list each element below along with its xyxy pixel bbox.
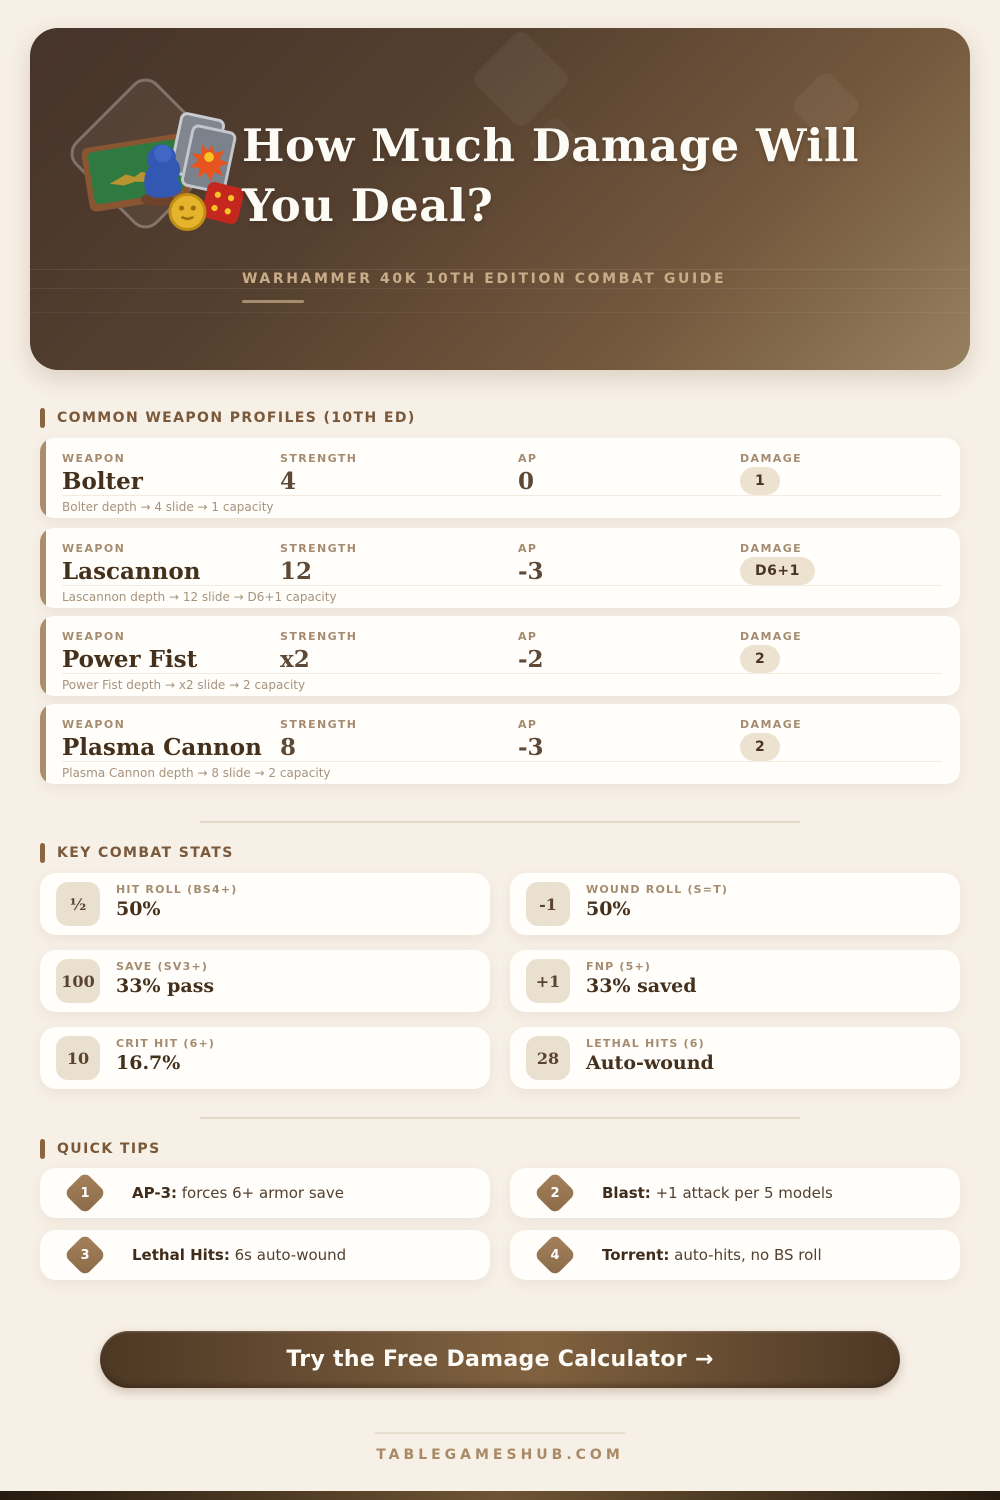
page-title-line2: You Deal? [242,179,494,232]
weapon-strength: 12 [280,558,313,585]
weapon-ap: 0 [518,468,535,495]
damage-badge: 2 [740,733,780,761]
damage-badge: 1 [740,467,780,495]
stat-label: LETHAL HITS (6) [586,1037,705,1050]
tip-number: 2 [550,1185,560,1201]
stat-value: 50% [586,898,631,920]
page-title-line1: How Much Damage Will [242,119,859,172]
stat-badge: ½ [56,882,100,926]
stat-badge: +1 [526,959,570,1003]
card-accent-bar [40,528,46,608]
decor-line [30,312,970,313]
tip-number: 3 [80,1247,90,1263]
weapon-card-plasma-cannon [40,704,960,784]
weapon-ap: -3 [518,734,544,761]
stat-card-hit-roll [40,873,490,935]
stat-label: CRIT HIT (6+) [116,1037,216,1050]
col-label-weapon: WEAPON [62,542,126,555]
stat-badge: 10 [56,1036,100,1080]
weapon-ap: -2 [518,646,544,673]
section-accent-bar [40,843,45,863]
section-accent-bar [40,1139,45,1159]
stat-value: 50% [116,898,161,920]
section-accent-bar [40,408,45,428]
hero-banner [30,28,970,370]
stat-badge: 100 [56,959,100,1003]
weapon-strength: 8 [280,734,297,761]
col-label-weapon: WEAPON [62,630,126,643]
weapons-section-header [40,408,416,428]
weapon-card-bolter [40,438,960,518]
stats-section-title: KEY COMBAT STATS [57,845,234,861]
card-accent-bar [40,438,46,518]
damage-badge: D6+1 [740,557,815,585]
stat-label: FNP (5+) [586,960,652,973]
col-label-ap: AP [518,542,538,555]
weapon-note: Lascannon depth → 12 slide → D6+1 capacity [62,585,942,608]
stat-value: Auto-wound [586,1052,714,1074]
decor-line [30,269,970,270]
weapons-section-title: COMMON WEAPON PROFILES (10TH ED) [57,410,416,426]
stat-value: 16.7% [116,1052,181,1074]
stats-section-header [40,843,234,863]
stat-card-wound-roll [510,873,960,935]
weapon-note: Plasma Cannon depth → 8 slide → 2 capacity [62,761,942,784]
tip-term: AP-3: [132,1184,177,1202]
col-label-ap: AP [518,452,538,465]
weapon-card-lascannon [40,528,960,608]
col-label-damage: DAMAGE [740,630,803,643]
col-label-damage: DAMAGE [740,718,803,731]
bottom-accent-bar [0,1491,1000,1500]
footer-site-name: TABLEGAMESHUB.COM [376,1447,624,1463]
weapon-name: Plasma Cannon [62,734,262,761]
weapon-strength: x2 [280,646,310,673]
stat-label: WOUND ROLL (S=T) [586,883,729,896]
weapon-name: Power Fist [62,646,198,673]
col-label-weapon: WEAPON [62,718,126,731]
card-accent-bar [40,704,46,784]
subtitle-underline [242,300,304,303]
col-label-ap: AP [518,718,538,731]
page-title [242,116,859,236]
tip-card-blast [510,1168,960,1218]
stat-card-fnp [510,950,960,1012]
tip-number: 1 [80,1185,90,1201]
tip-card-lethal-hits [40,1230,490,1280]
tip-term: Blast: [602,1184,651,1202]
tip-card-torrent [510,1230,960,1280]
weapon-ap: -3 [518,558,544,585]
card-accent-bar [40,616,46,696]
stat-card-lethal-hits [510,1027,960,1089]
col-label-strength: STRENGTH [280,452,358,465]
col-label-strength: STRENGTH [280,718,358,731]
weapon-note: Power Fist depth → x2 slide → 2 capacity [62,673,942,696]
damage-calculator-cta-button[interactable]: Try the Free Damage Calculator → [100,1331,900,1388]
weapon-card-power-fist [40,616,960,696]
weapon-name: Lascannon [62,558,201,585]
weapon-note: Bolter depth → 4 slide → 1 capacity [62,495,942,518]
tip-text: +1 attack per 5 models [650,1184,833,1202]
decor-diamond [470,28,572,130]
col-label-damage: DAMAGE [740,542,803,555]
stat-value: 33% pass [116,975,215,997]
tabletop-game-icon [48,56,243,251]
weapon-strength: 4 [280,468,297,495]
tip-number: 4 [550,1247,560,1263]
damage-badge: 2 [740,645,780,673]
col-label-damage: DAMAGE [740,452,803,465]
tips-section-header [40,1139,161,1159]
page-subtitle: WARHAMMER 40K 10TH EDITION COMBAT GUIDE [242,271,727,287]
footer-divider [375,1432,625,1434]
stat-card-save [40,950,490,1012]
stat-value: 33% saved [586,975,697,997]
col-label-strength: STRENGTH [280,542,358,555]
col-label-strength: STRENGTH [280,630,358,643]
tips-section-title: QUICK TIPS [57,1141,161,1157]
weapon-name: Bolter [62,468,143,495]
decor-line [30,288,970,289]
section-divider [200,821,800,823]
tip-term: Lethal Hits: [132,1246,230,1264]
stat-badge: 28 [526,1036,570,1080]
tip-term: Torrent: [602,1246,670,1264]
col-label-ap: AP [518,630,538,643]
tip-text: auto-hits, no BS roll [669,1246,822,1264]
tip-text: 6s auto-wound [229,1246,347,1264]
stat-label: HIT ROLL (BS4+) [116,883,238,896]
stat-card-crit-hit [40,1027,490,1089]
stat-label: SAVE (SV3+) [116,960,209,973]
stat-badge: -1 [526,882,570,926]
section-divider [200,1117,800,1119]
tip-text: forces 6+ armor save [177,1184,344,1202]
col-label-weapon: WEAPON [62,452,126,465]
tip-card-ap [40,1168,490,1218]
